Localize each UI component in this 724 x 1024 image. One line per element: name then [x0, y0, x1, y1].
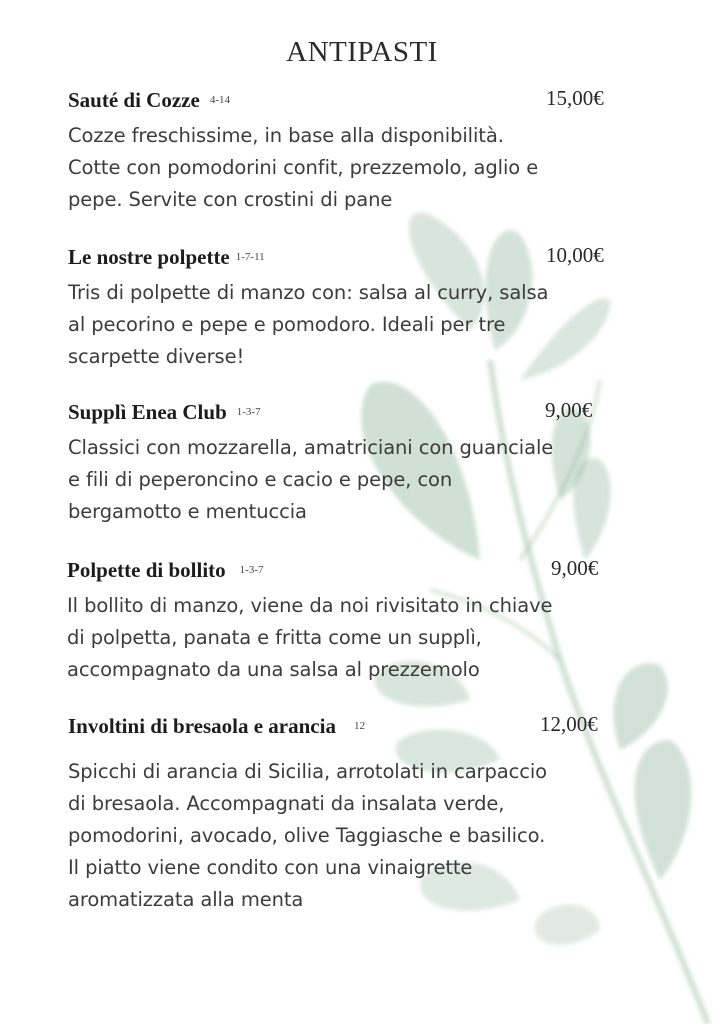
- item-price: 9,00€: [545, 398, 593, 422]
- item-price: 12,00€: [540, 712, 598, 736]
- description-line: Spicchi di arancia di Sicilia, arrotolati in carpaccio: [68, 760, 547, 783]
- item-price: 10,00€: [546, 243, 604, 267]
- description-line: Cotte con pomodorini confit, prezzemolo, aglio e: [68, 156, 539, 179]
- item-price: 15,00€: [546, 86, 604, 110]
- item-allergens: 4-14: [209, 94, 230, 106]
- item-description: [68, 432, 708, 528]
- description-line: di polpetta, panata e fritta come un supplì,: [67, 626, 482, 649]
- description-line: aromatizzata alla menta: [68, 888, 304, 911]
- description-line: bergamotto e mentuccia: [68, 500, 307, 523]
- item-description: [68, 277, 678, 373]
- description-line: accompagnato da una salsa al prezzemolo: [67, 658, 480, 681]
- item-description: [68, 756, 708, 916]
- page-title: ANTIPASTI: [286, 36, 438, 68]
- description-line: Il bollito di manzo, viene da noi rivisitato in chiave: [67, 594, 553, 617]
- menu-item: [68, 400, 708, 528]
- item-price: 9,00€: [551, 556, 599, 580]
- item-allergens: 1-3-7: [236, 406, 261, 418]
- description-line: Cozze freschissime, in base alla disponibilità.: [68, 124, 504, 147]
- description-line: pomodorini, avocado, olive Taggiasche e basilico.: [68, 824, 546, 847]
- description-line: al pecorino e pepe e pomodoro. Ideali per tre: [68, 313, 506, 336]
- description-line: di bresaola. Accompagnati da insalata verde,: [68, 792, 505, 815]
- description-line: e fili di peperoncino e cacio e pepe, con: [68, 468, 453, 491]
- menu-item: [68, 714, 708, 916]
- menu-item: [68, 88, 678, 216]
- item-header: [68, 245, 678, 275]
- item-name: Polpette di bollito: [67, 558, 226, 582]
- item-header: [68, 714, 708, 744]
- item-name: Sauté di Cozze: [68, 88, 200, 112]
- item-description: [67, 590, 707, 686]
- item-header: [68, 88, 678, 118]
- menu-item: [68, 245, 678, 373]
- description-line: scarpette diverse!: [68, 345, 245, 368]
- item-name: Supplì Enea Club: [68, 400, 227, 424]
- description-line: Il piatto viene condito con una vinaigrette: [68, 856, 473, 879]
- item-header: [67, 558, 707, 588]
- description-line: pepe. Servite con crostini di pane: [68, 188, 393, 211]
- item-allergens: 1-7-11: [235, 251, 265, 263]
- item-allergens: 12: [353, 720, 365, 732]
- item-name: Involtini di bresaola e arancia: [68, 714, 336, 738]
- menu-item: [67, 558, 707, 686]
- description-line: Classici con mozzarella, amatriciani con guanciale: [68, 436, 554, 459]
- description-line: Tris di polpette di manzo con: salsa al curry, salsa: [68, 281, 549, 304]
- item-name: Le nostre polpette: [68, 245, 230, 269]
- item-header: [68, 400, 708, 430]
- item-allergens: 1-3-7: [239, 564, 264, 576]
- item-description: [68, 120, 678, 216]
